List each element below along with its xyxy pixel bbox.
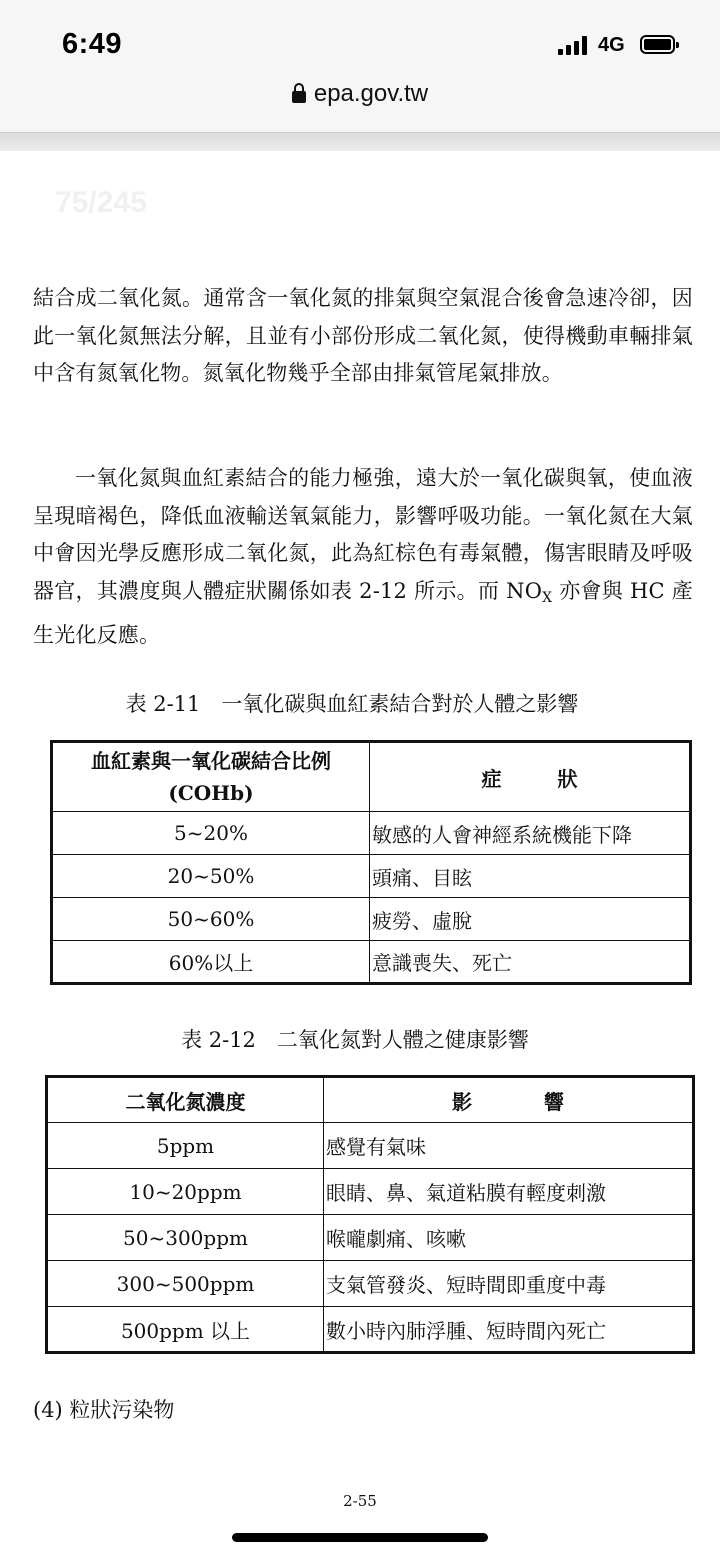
header-cohb-line2: (COHb) bbox=[168, 781, 254, 805]
no2-concentration: 10~20ppm bbox=[47, 1169, 324, 1215]
status-time: 6:49 bbox=[62, 28, 123, 60]
toolbar-shadow bbox=[0, 133, 720, 151]
signal-icon bbox=[558, 35, 590, 55]
health-effect: 感覺有氣味 bbox=[324, 1123, 694, 1169]
health-effect: 眼睛、鼻、氣道粘膜有輕度刺激 bbox=[324, 1169, 694, 1215]
table-row bbox=[52, 898, 691, 941]
nox-subscript: X bbox=[542, 589, 553, 606]
table-row bbox=[47, 1123, 694, 1169]
no2-concentration: 300~500ppm bbox=[47, 1261, 324, 1307]
table-header-row bbox=[52, 742, 691, 812]
table-row bbox=[52, 855, 691, 898]
header-concentration: 二氧化氮濃度 bbox=[47, 1077, 324, 1123]
no2-concentration: 50~300ppm bbox=[47, 1215, 324, 1261]
cohb-ratio: 50~60% bbox=[52, 898, 370, 941]
symptom: 敏感的人會神經系統機能下降 bbox=[370, 812, 691, 855]
table-2-caption: 表 2-12 二氧化氮對人體之健康影響 bbox=[181, 1028, 529, 1052]
header-effect: 影響 bbox=[324, 1077, 694, 1123]
header-cohb bbox=[52, 742, 370, 812]
no2-table bbox=[45, 1075, 695, 1354]
table-row bbox=[52, 812, 691, 855]
table-header-row bbox=[47, 1077, 694, 1123]
url-text: epa.gov.tw bbox=[313, 80, 429, 107]
header-cohb-line1: 血紅素與一氧化碳結合比例 bbox=[91, 749, 331, 773]
home-indicator[interactable] bbox=[232, 1533, 488, 1542]
no2-concentration: 500ppm 以上 bbox=[47, 1307, 324, 1353]
table-row bbox=[47, 1261, 694, 1307]
cohb-table bbox=[50, 740, 692, 985]
network-type: 4G bbox=[598, 34, 625, 56]
section-heading: (4) 粒狀污染物 bbox=[33, 1398, 175, 1422]
table-row bbox=[52, 941, 691, 984]
battery-icon bbox=[640, 35, 675, 54]
table-row bbox=[47, 1307, 694, 1353]
lock-icon bbox=[292, 83, 306, 103]
table-row bbox=[47, 1215, 694, 1261]
table-1-caption: 表 2-11 一氧化碳與血紅素結合對於人體之影響 bbox=[125, 692, 579, 716]
browser-header bbox=[0, 0, 720, 133]
cohb-ratio: 60%以上 bbox=[52, 941, 370, 984]
table-row bbox=[47, 1169, 694, 1215]
symptom: 疲勞、虛脫 bbox=[370, 898, 691, 941]
symptom: 意識喪失、死亡 bbox=[370, 941, 691, 984]
health-effect: 支氣管發炎、短時間即重度中毒 bbox=[324, 1261, 694, 1307]
no2-concentration: 5ppm bbox=[47, 1123, 324, 1169]
page-number: 2-55 bbox=[343, 1492, 377, 1510]
symptom: 頭痛、目眩 bbox=[370, 855, 691, 898]
health-effect: 數小時內肺浮腫、短時間內死亡 bbox=[324, 1307, 694, 1353]
paragraph-2-tail: 亦會與 HC 產生光化反應。 bbox=[33, 578, 693, 648]
paragraph-2 bbox=[33, 460, 693, 655]
page-indicator: 75/245 bbox=[55, 186, 147, 219]
header-symptom: 症狀 bbox=[370, 742, 691, 812]
paragraph-2-text: 一氧化氮與血紅素結合的能力極強，遠大於一氧化碳與氧，使血液呈現暗褐色，降低血液輸送氧氣能力，影響呼吸功能。一氧化氮在大氣中會因光學反應形成二氧化氮，此為紅棕色有毒氣體，傷害眼睛及呼吸器官，其濃度與人體症狀關係如表 2-12 所示。而 NO bbox=[33, 466, 693, 603]
paragraph-1: 結合成二氧化氮。通常含一氧化氮的排氣與空氣混合後會急速冷卻，因此一氧化氮無法分解，且並有小部份形成二氧化氮，使得機動車輛排氣中含有氮氧化物。氮氧化物幾乎全部由排氣管尾氣排放。 bbox=[33, 286, 693, 386]
health-effect: 喉嚨劇痛、咳嗽 bbox=[324, 1215, 694, 1261]
address-bar[interactable] bbox=[0, 80, 720, 108]
cohb-ratio: 20~50% bbox=[52, 855, 370, 898]
cohb-ratio: 5~20% bbox=[52, 812, 370, 855]
